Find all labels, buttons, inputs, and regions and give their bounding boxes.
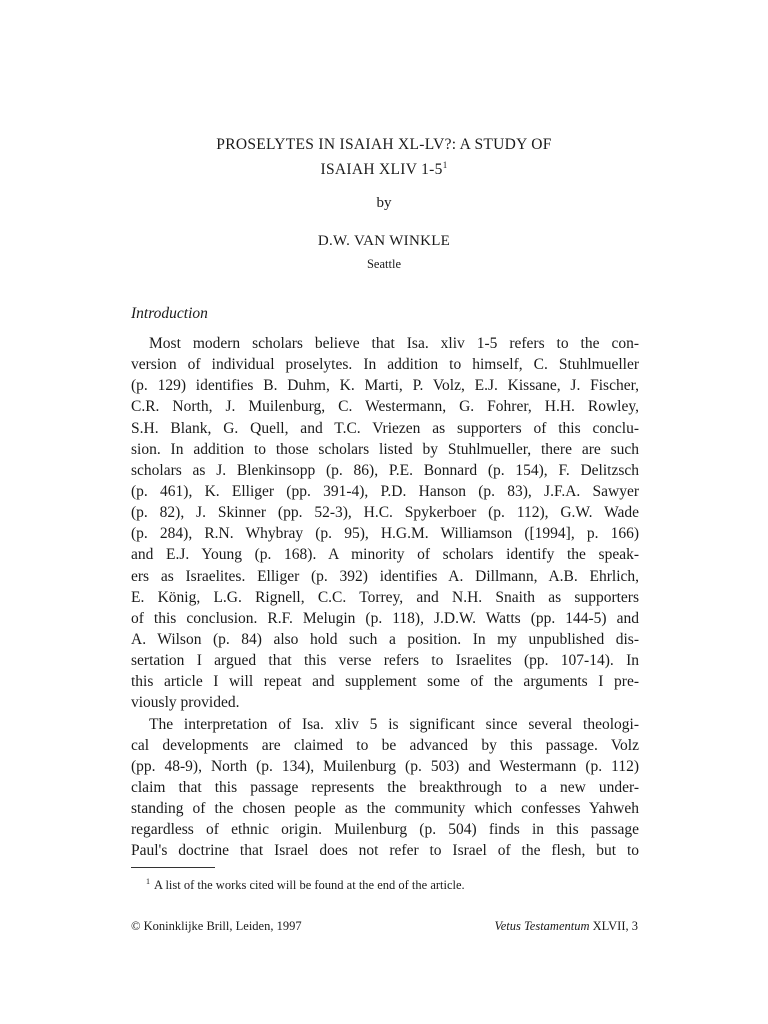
author-affiliation: Seattle — [366, 257, 401, 271]
body-line: ers as Israelites. Elliger (p. 392) identifies A. Dillmann, A.B. Ehrlich, — [131, 567, 639, 585]
body-line: (p. 284), R.N. Whybray (p. 95), H.G.M. Williamson ([1994], p. 166) — [131, 525, 639, 543]
body-line: scholars as J. Blenkinsopp (p. 86), P.E. Bonnard (p. 154), F. Delitzsch — [131, 461, 639, 479]
journal-name: Vetus Testamentum — [494, 919, 590, 933]
body-line: regardless of ethnic origin. Muilenburg (p. 504) finds in this passage — [131, 821, 639, 839]
footnote-separator — [131, 867, 215, 868]
body-line: cal developments are claimed to be advanced by this passage. Volz — [131, 736, 639, 754]
journal-volume: XLVII, 3 — [592, 919, 638, 933]
body-line: sion. In addition to those scholars listed by Stuhlmueller, there are such — [131, 440, 639, 458]
body-text — [131, 333, 639, 862]
article-title-line-1: PROSELYTES IN ISAIAH XL-LV?: A STUDY OF — [216, 136, 552, 153]
journal-citation — [494, 919, 638, 934]
footnote-marker: 1 — [146, 877, 150, 886]
body-line: Most modern scholars believe that Isa. xliv 1-5 refers to the con- — [149, 335, 639, 352]
body-line: of this conclusion. R.F. Melugin (p. 118), J.D.W. Watts (pp. 144-5) and — [131, 609, 639, 627]
body-line: this article I will repeat and supplement some of the arguments I pre- — [131, 673, 639, 691]
body-line: E. König, L.G. Rignell, C.C. Torrey, and N.H. Snaith as supporters — [131, 588, 639, 606]
body-line: (p. 82), J. Skinner (pp. 52-3), H.C. Spykerboer (p. 112), G.W. Wade — [131, 504, 639, 522]
article-title-line-2-text: ISAIAH XLIV 1-5 — [320, 161, 443, 178]
body-line: viously provided. — [131, 694, 240, 712]
body-line: C.R. North, J. Muilenburg, C. Westermann, G. Fohrer, H.H. Rowley, — [131, 398, 639, 416]
byline-by: by — [376, 195, 392, 211]
copyright-line: © Koninklijke Brill, Leiden, 1997 — [131, 919, 302, 933]
footnote — [146, 877, 465, 893]
body-line: standing of the chosen people as the community which confesses Yahweh — [131, 800, 639, 818]
body-line: The interpretation of Isa. xliv 5 is significant since several theologi- — [149, 715, 639, 733]
author-name: D.W. VAN WINKLE — [317, 233, 451, 249]
body-line: Paul's doctrine that Israel does not refer to Israel of the flesh, but to — [131, 842, 639, 860]
body-line: A. Wilson (p. 84) also hold such a position. In my unpublished dis- — [131, 630, 639, 648]
body-line: claim that this passage represents the breakthrough to a new under- — [131, 778, 639, 796]
footnote-text: A list of the works cited will be found at the end of the article. — [154, 878, 465, 892]
body-line: sertation I argued that this verse refers to Israelites (pp. 107-14). In — [131, 652, 639, 670]
body-line: (pp. 48-9), North (p. 134), Muilenburg (p. 503) and Westermann (p. 112) — [131, 757, 639, 775]
body-line: and E.J. Young (p. 168). A minority of scholars identify the speak- — [131, 546, 639, 564]
body-line: version of individual proselytes. In addition to himself, C. Stuhlmueller — [131, 356, 639, 374]
title-footnote-marker: 1 — [442, 160, 448, 170]
body-line: (p. 129) identifies B. Duhm, K. Marti, P. Volz, E.J. Kissane, J. Fischer, — [131, 377, 639, 395]
article-title-line-2 — [120, 155, 648, 180]
body-line: S.H. Blank, G. Quell, and T.C. Vriezen as supporters of this conclu- — [131, 419, 639, 437]
body-line: (p. 461), K. Elliger (pp. 391-4), P.D. Hanson (p. 83), J.F.A. Sawyer — [131, 482, 639, 500]
section-heading: Introduction — [131, 305, 208, 322]
